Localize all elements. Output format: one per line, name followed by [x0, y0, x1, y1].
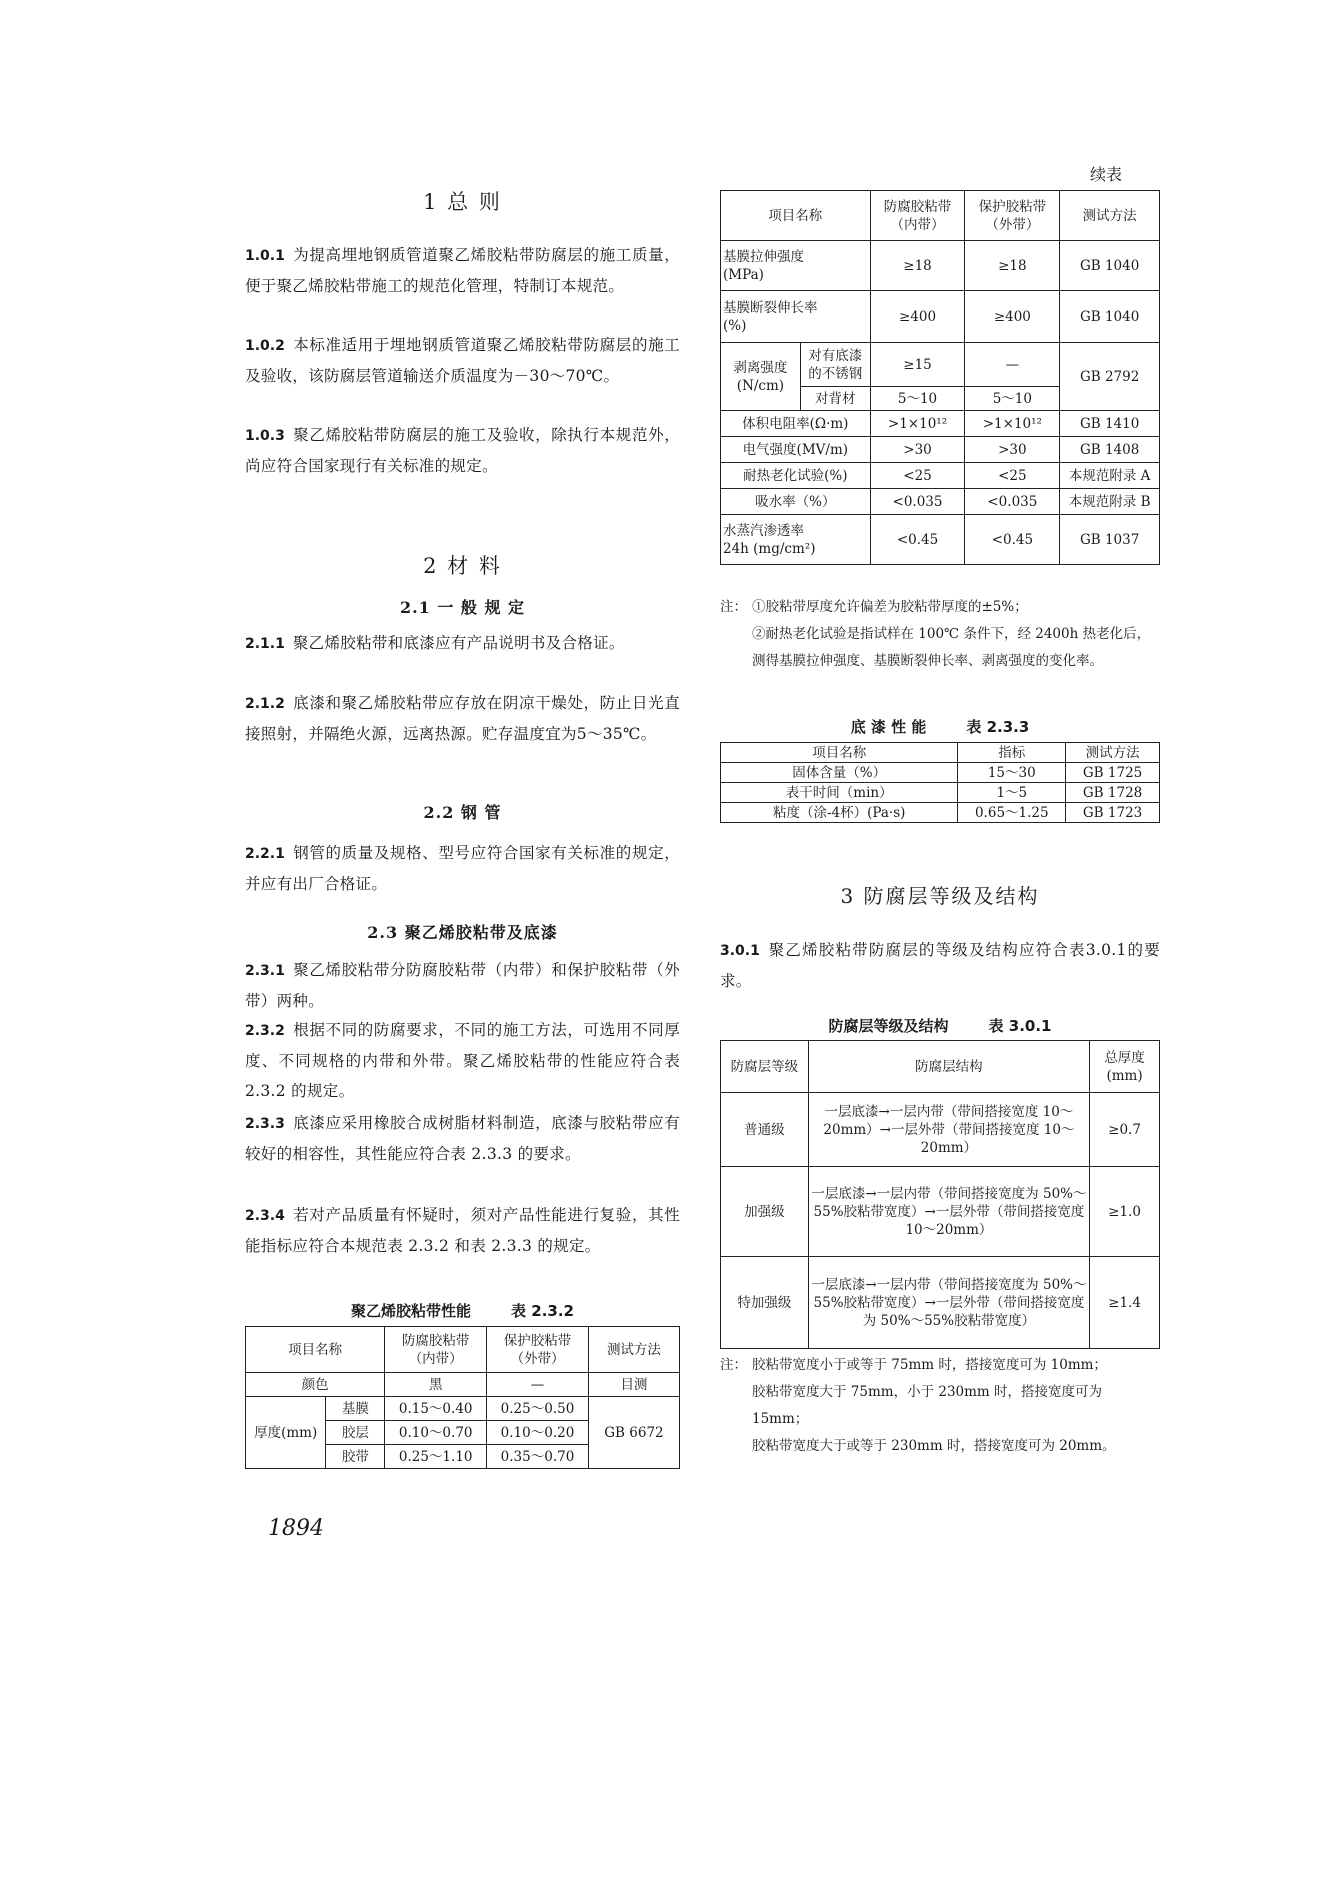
header-thickness: 总厚度 (mm) [1090, 1041, 1160, 1093]
row-absorption-item: 吸水率（%） [721, 489, 871, 515]
table-2-3-3 [720, 742, 1160, 823]
clause-number: 2.1.2 [245, 696, 285, 712]
peel-sub1-inner: ≥15 [870, 343, 965, 387]
thickness-sub: 胶带 [326, 1445, 385, 1469]
peel-method: GB 2792 [1060, 343, 1160, 411]
caption-number: 表 2.3.3 [966, 718, 1030, 736]
caption-number: 表 3.0.1 [988, 1017, 1052, 1035]
row-color-inner: 黑 [385, 1373, 487, 1397]
header-inner: 防腐胶粘带 （内带） [385, 1327, 487, 1373]
clause-2-2-1 [245, 838, 680, 899]
clause-text: 聚乙烯胶粘带防腐层的等级及结构应符合表3.0.1的要求。 [720, 941, 1160, 990]
row-elongation-inner: ≥400 [870, 291, 965, 343]
thickness-inner: 0.10～0.70 [385, 1421, 487, 1445]
header-outer: 保护胶粘带 （外带） [487, 1327, 589, 1373]
section-2-1-title: 2.1 一 般 规 定 [399, 598, 526, 617]
row-grade: 加强级 [721, 1167, 809, 1257]
page-number: 1894 [268, 1516, 324, 1541]
clause-number: 2.3.4 [245, 1208, 285, 1224]
chapter-2-title: 2 材 料 [423, 554, 502, 578]
row-absorption-outer: <0.035 [965, 489, 1060, 515]
clause-2-1-2 [245, 688, 680, 749]
row-item: 表干时间（min） [721, 783, 958, 803]
row-thickness-label: 厚度(mm) [246, 1397, 326, 1469]
thickness-inner: 0.25～1.10 [385, 1445, 487, 1469]
header-outer: 保护胶粘带 （外带） [965, 191, 1060, 241]
clause-text: 聚乙烯胶粘带分防腐胶粘带（内带）和保护胶粘带（外带）两种。 [245, 961, 680, 1010]
row-peel-label: 剥离强度 (N/cm) [721, 343, 801, 411]
thickness-method: GB 6672 [588, 1397, 679, 1469]
row-resistivity-item: 体积电阻率(Ω·m) [721, 411, 871, 437]
row-tensile-outer: ≥18 [965, 241, 1060, 291]
clause-text: 若对产品质量有怀疑时，须对产品性能进行复验，其性能指标应符合本规范表 2.3.2 和表 2.3.3 的规定。 [245, 1206, 680, 1255]
peel-sub2-inner: 5～10 [870, 387, 965, 411]
peel-sub2: 对背材 [800, 387, 870, 411]
row-vapor-outer: <0.45 [965, 515, 1060, 565]
header-method: 测试方法 [588, 1327, 679, 1373]
clause-number: 3.0.1 [720, 943, 760, 959]
row-dielectric-item: 电气强度(MV/m) [721, 437, 871, 463]
table-2-3-2 [245, 1326, 680, 1469]
row-color-method: 目测 [588, 1373, 679, 1397]
row-vapor-item: 水蒸汽渗透率 24h (mg/cm²) [721, 515, 871, 565]
row-dielectric-inner: >30 [870, 437, 965, 463]
clause-2-1-1 [245, 628, 680, 659]
header-item: 项目名称 [721, 191, 871, 241]
clause-number: 2.3.1 [245, 963, 285, 979]
thickness-outer: 0.10～0.20 [487, 1421, 589, 1445]
header-method: 测试方法 [1060, 191, 1160, 241]
continued-label: 续表 [1090, 165, 1123, 184]
row-resistivity-method: GB 1410 [1060, 411, 1160, 437]
note-line: 注： 胶粘带宽度小于或等于 75mm 时，搭接宽度可为 10mm； [720, 1357, 1107, 1373]
row-elongation-method: GB 1040 [1060, 291, 1160, 343]
thickness-sub: 胶层 [326, 1421, 385, 1445]
row-method: GB 1728 [1066, 783, 1160, 803]
clause-2-3-4 [245, 1200, 680, 1261]
thickness-outer: 0.35～0.70 [487, 1445, 589, 1469]
caption-title: 防腐层等级及结构 [828, 1017, 949, 1035]
table-2-3-2-continued [720, 190, 1160, 565]
row-vapor-inner: <0.45 [870, 515, 965, 565]
header-method: 测试方法 [1066, 743, 1160, 763]
note-line: 胶粘带宽度大于 75mm，小于 230mm 时，搭接宽度可为 15mm； [752, 1384, 1103, 1427]
peel-sub2-outer: 5～10 [965, 387, 1060, 411]
header-grade: 防腐层等级 [721, 1041, 809, 1093]
row-aging-item: 耐热老化试验(%) [721, 463, 871, 489]
clause-1-0-3 [245, 420, 680, 481]
clause-text: 聚乙烯胶粘带防腐层的施工及验收，除执行本规范外，尚应符合国家现行有关标准的规定。 [245, 426, 680, 475]
note-line: 胶粘带宽度大于或等于 230mm 时，搭接宽度可为 20mm。 [752, 1438, 1116, 1454]
header-item: 项目名称 [721, 743, 958, 763]
clause-number: 2.3.2 [245, 1023, 285, 1039]
row-grade: 特加强级 [721, 1257, 809, 1349]
note-line: ②耐热老化试验是指试样在 100℃ 条件下，经 2400h 热老化后，测得基膜拉伸强度、基膜断裂伸长率、剥离强度的变化率。 [752, 626, 1151, 669]
note-line: 注： ①胶粘带厚度允许偏差为胶粘带厚度的±5%； [720, 599, 1028, 615]
row-elongation-outer: ≥400 [965, 291, 1060, 343]
chapter-1-title: 1 总 则 [423, 190, 502, 214]
row-tensile-method: GB 1040 [1060, 241, 1160, 291]
chapter-3-title: 3 防腐层等级及结构 [840, 884, 1040, 908]
row-thickness: ≥1.0 [1090, 1167, 1160, 1257]
row-item: 固体含量（%） [721, 763, 958, 783]
thickness-outer: 0.25～0.50 [487, 1397, 589, 1421]
row-absorption-inner: <0.035 [870, 489, 965, 515]
row-vapor-method: GB 1037 [1060, 515, 1160, 565]
clause-text: 底漆和聚乙烯胶粘带应存放在阴凉干燥处，防止日光直接照射，并隔绝火源，远离热源。贮存温度宜为5～35℃。 [245, 694, 680, 743]
row-value: 15～30 [958, 763, 1066, 783]
row-aging-method: 本规范附录 A [1060, 463, 1160, 489]
row-value: 0.65～1.25 [958, 803, 1066, 823]
header-inner: 防腐胶粘带 （内带） [870, 191, 965, 241]
clause-3-0-1 [720, 935, 1160, 996]
clause-number: 2.3.3 [245, 1116, 285, 1132]
clause-2-3-2 [245, 1015, 680, 1106]
caption-number: 表 2.3.2 [511, 1302, 574, 1320]
section-2-2-title: 2.2 钢 管 [423, 803, 502, 822]
row-value: 1～5 [958, 783, 1066, 803]
clause-number: 2.2.1 [245, 846, 285, 862]
row-dielectric-method: GB 1408 [1060, 437, 1160, 463]
clause-number: 1.0.1 [245, 248, 285, 264]
header-item: 项目名称 [246, 1327, 385, 1373]
clause-1-0-1 [245, 240, 680, 301]
row-aging-inner: <25 [870, 463, 965, 489]
clause-number: 1.0.3 [245, 428, 285, 444]
thickness-sub: 基膜 [326, 1397, 385, 1421]
caption-title: 聚乙烯胶粘带性能 [351, 1302, 472, 1320]
clause-text: 根据不同的防腐要求，不同的施工方法，可选用不同厚度、不同规格的内带和外带。聚乙烯胶粘带的性能应符合表 2.3.2 的规定。 [245, 1021, 680, 1100]
row-item: 粘度（涂-4杯）(Pa·s) [721, 803, 958, 823]
table-2-3-3-caption [720, 716, 1160, 737]
clause-text: 聚乙烯胶粘带和底漆应有产品说明书及合格证。 [292, 634, 625, 652]
row-dielectric-outer: >30 [965, 437, 1060, 463]
caption-title: 底 漆 性 能 [850, 718, 927, 736]
header-structure: 防腐层结构 [808, 1041, 1089, 1093]
row-thickness: ≥0.7 [1090, 1093, 1160, 1167]
clause-2-3-1 [245, 955, 680, 1016]
row-aging-outer: <25 [965, 463, 1060, 489]
table-3-0-1 [720, 1040, 1160, 1349]
table-2-3-2-notes [720, 594, 1160, 675]
table-3-0-1-caption [720, 1015, 1160, 1036]
row-color-outer: — [487, 1373, 589, 1397]
clause-2-3-3 [245, 1108, 680, 1169]
table-3-0-1-notes [720, 1352, 1160, 1460]
peel-sub1: 对有底漆 的不锈钢 [800, 343, 870, 387]
row-color-label: 颜色 [246, 1373, 385, 1397]
row-method: GB 1723 [1066, 803, 1160, 823]
thickness-inner: 0.15～0.40 [385, 1397, 487, 1421]
table-2-3-2-caption [245, 1300, 680, 1321]
clause-number: 2.1.1 [245, 636, 285, 652]
section-2-3-title: 2.3 聚乙烯胶粘带及底漆 [367, 923, 558, 942]
clause-1-0-2 [245, 330, 680, 391]
row-absorption-method: 本规范附录 B [1060, 489, 1160, 515]
row-thickness: ≥1.4 [1090, 1257, 1160, 1349]
row-elongation-item: 基膜断裂伸长率 (%) [721, 291, 871, 343]
clause-text: 为提高埋地钢质管道聚乙烯胶粘带防腐层的施工质量，便于聚乙烯胶粘带施工的规范化管理，特制订本规范。 [245, 246, 680, 295]
row-structure: 一层底漆→一层内带（带间搭接宽度为 50%～55%胶粘带宽度）→一层外带（带间搭接宽度为 50%～55%胶粘带宽度） [808, 1257, 1089, 1349]
row-resistivity-inner: >1×10¹² [870, 411, 965, 437]
row-tensile-inner: ≥18 [870, 241, 965, 291]
row-method: GB 1725 [1066, 763, 1160, 783]
peel-sub1-outer: — [965, 343, 1060, 387]
clause-number: 1.0.2 [245, 338, 285, 354]
clause-text: 底漆应采用橡胶合成树脂材料制造，底漆与胶粘带应有较好的相容性，其性能应符合表 2.3.3 的要求。 [245, 1114, 680, 1163]
row-structure: 一层底漆→一层内带（带间搭接宽度为 50%～55%胶粘带宽度）→一层外带（带间搭接宽度 10～20mm） [808, 1167, 1089, 1257]
clause-text: 本标准适用于埋地钢质管道聚乙烯胶粘带防腐层的施工及验收，该防腐层管道输送介质温度为－30～70℃。 [245, 336, 680, 385]
row-tensile-item: 基膜拉伸强度 (MPa) [721, 241, 871, 291]
header-value: 指标 [958, 743, 1066, 763]
row-structure: 一层底漆→一层内带（带间搭接宽度 10～20mm）→一层外带（带间搭接宽度 10～20mm） [808, 1093, 1089, 1167]
clause-text: 钢管的质量及规格、型号应符合国家有关标准的规定，并应有出厂合格证。 [245, 844, 680, 893]
row-grade: 普通级 [721, 1093, 809, 1167]
row-resistivity-outer: >1×10¹² [965, 411, 1060, 437]
